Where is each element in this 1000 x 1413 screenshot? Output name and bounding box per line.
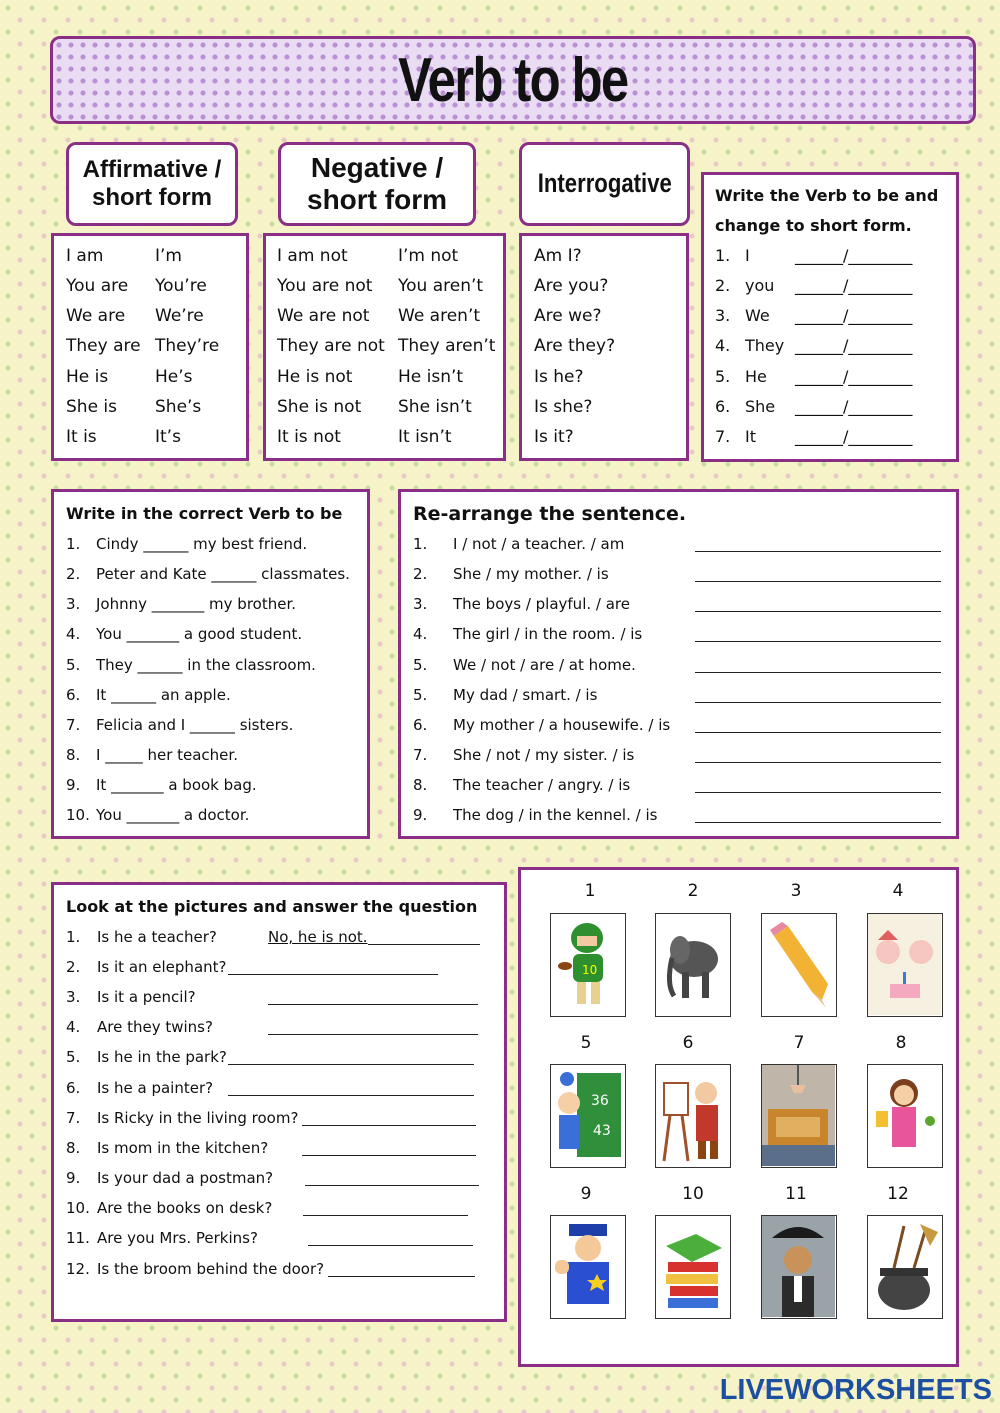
affirmative-long: I am [66,246,104,266]
item-question: Is mom in the kitchen? [97,1139,269,1157]
item-number: 2. [715,276,731,295]
item-question: Are the books on desk? [97,1199,273,1217]
answer-line[interactable] [228,1095,474,1096]
answer-line[interactable] [303,1215,468,1216]
affirmative-long: You are [66,276,129,296]
item-text[interactable]: It ______ an apple. [96,686,231,704]
answer-blank[interactable]: ______/________ [795,427,913,446]
affirmative-long: They are [66,336,141,356]
item-number: 9. [66,776,81,794]
item-number: 8. [413,776,428,794]
pictures-questions-exercise [51,882,507,1322]
item-question: Is he a painter? [97,1079,214,1097]
picture-number: 2 [687,881,699,901]
item-question: Is it a pencil? [97,988,196,1006]
answer-line[interactable] [695,762,941,763]
page-title: Verb to be [398,45,628,115]
answer-blank[interactable]: ______/________ [795,276,913,295]
living-room-icon [761,1064,837,1168]
title-banner [50,36,976,124]
item-number: 7. [413,746,428,764]
answer-blank[interactable]: ______/________ [795,246,913,265]
negative-header: Negative / short form [278,142,476,226]
negative-short: It isn’t [398,427,452,447]
rearrange-heading: Re-arrange the sentence. [413,503,687,525]
item-number: 6. [66,1079,81,1097]
twins-birthday-icon [867,913,943,1017]
picture-number: 11 [785,1184,807,1204]
interrogative-item: Am I? [534,246,582,266]
item-number: 3. [715,306,731,325]
football-player-icon [550,913,626,1017]
affirmative-long: It is [66,427,97,447]
item-number: 1. [413,535,428,553]
books-stack-icon [655,1215,731,1319]
answer-line[interactable] [268,1034,478,1035]
picture-number: 4 [892,881,904,901]
item-subject: He [745,367,767,386]
negative-long: It is not [277,427,341,447]
item-number: 2. [413,565,428,583]
item-number: 5. [66,656,81,674]
item-text[interactable]: You _______ a good student. [96,625,303,643]
liveworksheets-logo: LIVEWORKSHEETS [719,1374,992,1406]
item-text[interactable]: You _______ a doctor. [96,806,250,824]
negative-short: They aren’t [398,336,496,356]
item-text: My mother / a housewife. / is [453,716,671,734]
item-number: 4. [66,1018,81,1036]
item-number: 9. [66,1169,81,1187]
correct-verb-heading: Write in the correct Verb to be [66,504,343,523]
man-umbrella-icon [761,1215,837,1319]
answer-line[interactable] [695,551,941,552]
negative-long: I am not [277,246,348,266]
interrogative-item: Are you? [534,276,609,296]
item-number: 7. [715,427,731,446]
item-number: 5. [715,367,731,386]
negative-long: She is not [277,397,362,417]
item-text: The dog / in the kennel. / is [453,806,658,824]
painter-icon [655,1064,731,1168]
item-text: She / my mother. / is [453,565,609,583]
item-text: I / not / a teacher. / am [453,535,625,553]
answer-blank[interactable]: ______/________ [795,397,913,416]
item-text: The boys / playful. / are [453,595,630,613]
police-officer-icon [550,1215,626,1319]
item-number: 8. [66,1139,81,1157]
item-text[interactable]: They ______ in the classroom. [96,656,316,674]
item-number: 1. [715,246,731,265]
item-number: 4. [715,336,731,355]
answer-line[interactable] [695,732,941,733]
item-number: 3. [66,595,81,613]
pencil-icon [761,913,837,1017]
item-question: Is it an elephant? [97,958,227,976]
picture-number: 7 [793,1033,805,1053]
item-question: Is the broom behind the door? [97,1260,325,1278]
item-number: 1. [66,535,81,553]
item-subject: you [745,276,775,295]
broom-pot-icon [867,1215,943,1319]
item-number: 4. [413,625,428,643]
picture-number: 5 [580,1033,592,1053]
affirmative-long: He is [66,367,109,387]
item-text[interactable]: It _______ a book bag. [96,776,257,794]
item-text[interactable]: Felicia and I ______ sisters. [96,716,294,734]
elephant-icon [655,913,731,1017]
affirmative-header: Affirmative / short form [66,142,238,226]
item-question: Is he a teacher? [97,928,217,946]
item-number: 5. [413,656,428,674]
negative-short: You aren’t [398,276,484,296]
item-number: 6. [66,686,81,704]
interrogative-header: Interrogative [519,142,690,226]
negative-short: I’m not [398,246,459,266]
affirmative-short: She’s [155,397,202,417]
negative-short: She isn’t [398,397,472,417]
affirmative-short: You’re [155,276,207,296]
answer-blank[interactable]: ______/________ [795,306,913,325]
item-number: 1. [66,928,81,946]
picture-number: 3 [790,881,802,901]
item-number: 5. [66,1048,81,1066]
negative-short: He isn’t [398,367,464,387]
svg-text:36: 36 [591,1093,609,1109]
item-question: Is he in the park? [97,1048,227,1066]
item-text: We / not / are / at home. [453,656,636,674]
picture-number: 6 [682,1033,694,1053]
interrogative-item: Is she? [534,397,593,417]
picture-number: 9 [580,1184,592,1204]
affirmative-short: I’m [155,246,182,266]
answer-line[interactable] [695,822,941,823]
item-text[interactable]: Cindy ______ my best friend. [96,535,308,553]
example-answer: No, he is not. [268,928,368,946]
affirmative-short: We’re [155,306,204,326]
item-text: My dad / smart. / is [453,686,598,704]
negative-long: They are not [277,336,385,356]
item-subject: They [745,336,785,355]
answer-line[interactable] [695,611,941,612]
item-number: 6. [715,397,731,416]
affirmative-long: We are [66,306,126,326]
interrogative-item: Are we? [534,306,602,326]
item-subject: I [745,246,750,265]
item-number: 2. [66,565,81,583]
svg-text:43: 43 [593,1123,611,1139]
item-number: 5. [413,686,428,704]
answer-line[interactable] [695,581,941,582]
answer-line[interactable] [695,702,941,703]
negative-short: We aren’t [398,306,481,326]
affirmative-short: He’s [155,367,193,387]
short-form-heading-2: change to short form. [715,216,912,235]
pictures-questions-heading: Look at the pictures and answer the question [66,897,478,916]
item-text[interactable]: Johnny _______ my brother. [96,595,297,613]
item-number: 4. [66,625,81,643]
item-number: 3. [66,988,81,1006]
answer-blank[interactable]: ______/________ [795,367,913,386]
affirmative-short: It’s [155,427,181,447]
woman-cooking-icon [867,1064,943,1168]
affirmative-short: They’re [155,336,220,356]
item-text[interactable]: Peter and Kate ______ classmates. [96,565,350,583]
item-number: 2. [66,958,81,976]
item-text: She / not / my sister. / is [453,746,635,764]
picture-number: 1 [584,881,596,901]
picture-number: 12 [887,1184,909,1204]
item-number: 9. [413,806,428,824]
answer-line[interactable] [302,1155,476,1156]
negative-long: He is not [277,367,353,387]
item-subject: It [745,427,756,446]
item-question: Are you Mrs. Perkins? [97,1229,258,1247]
answer-line[interactable] [328,1276,475,1277]
item-subject: She [745,397,776,416]
answer-line[interactable] [368,944,480,945]
item-number: 6. [413,716,428,734]
item-text[interactable]: I _____ her teacher. [96,746,238,764]
item-question: Are they twins? [97,1018,213,1036]
item-number: 3. [413,595,428,613]
teacher-chalkboard-icon [550,1064,626,1168]
item-number: 10. [66,1199,90,1217]
answer-line[interactable] [695,792,941,793]
affirmative-long: She is [66,397,118,417]
item-question: Is your dad a postman? [97,1169,274,1187]
negative-long: You are not [277,276,373,296]
short-form-heading-1: Write the Verb to be and [715,186,939,205]
picture-number: 8 [895,1033,907,1053]
item-number: 7. [66,716,81,734]
item-text: The girl / in the room. / is [453,625,643,643]
answer-line[interactable] [305,1185,479,1186]
answer-line[interactable] [308,1245,473,1246]
answer-line[interactable] [268,1004,478,1005]
svg-text:10: 10 [582,963,598,977]
item-question: Is Ricky in the living room? [97,1109,299,1127]
item-number: 7. [66,1109,81,1127]
answer-line[interactable] [302,1125,476,1126]
negative-long: We are not [277,306,370,326]
item-number: 8. [66,746,81,764]
item-number: 11. [66,1229,90,1247]
answer-blank[interactable]: ______/________ [795,336,913,355]
item-subject: We [745,306,770,325]
item-text: The teacher / angry. / is [453,776,631,794]
interrogative-item: Is he? [534,367,584,387]
item-number: 12. [66,1260,90,1278]
picture-number: 10 [682,1184,704,1204]
interrogative-item: Is it? [534,427,574,447]
answer-line[interactable] [695,672,941,673]
answer-line[interactable] [228,1064,474,1065]
answer-line[interactable] [695,641,941,642]
item-number: 10. [66,806,90,824]
interrogative-item: Are they? [534,336,616,356]
answer-line[interactable] [228,974,438,975]
